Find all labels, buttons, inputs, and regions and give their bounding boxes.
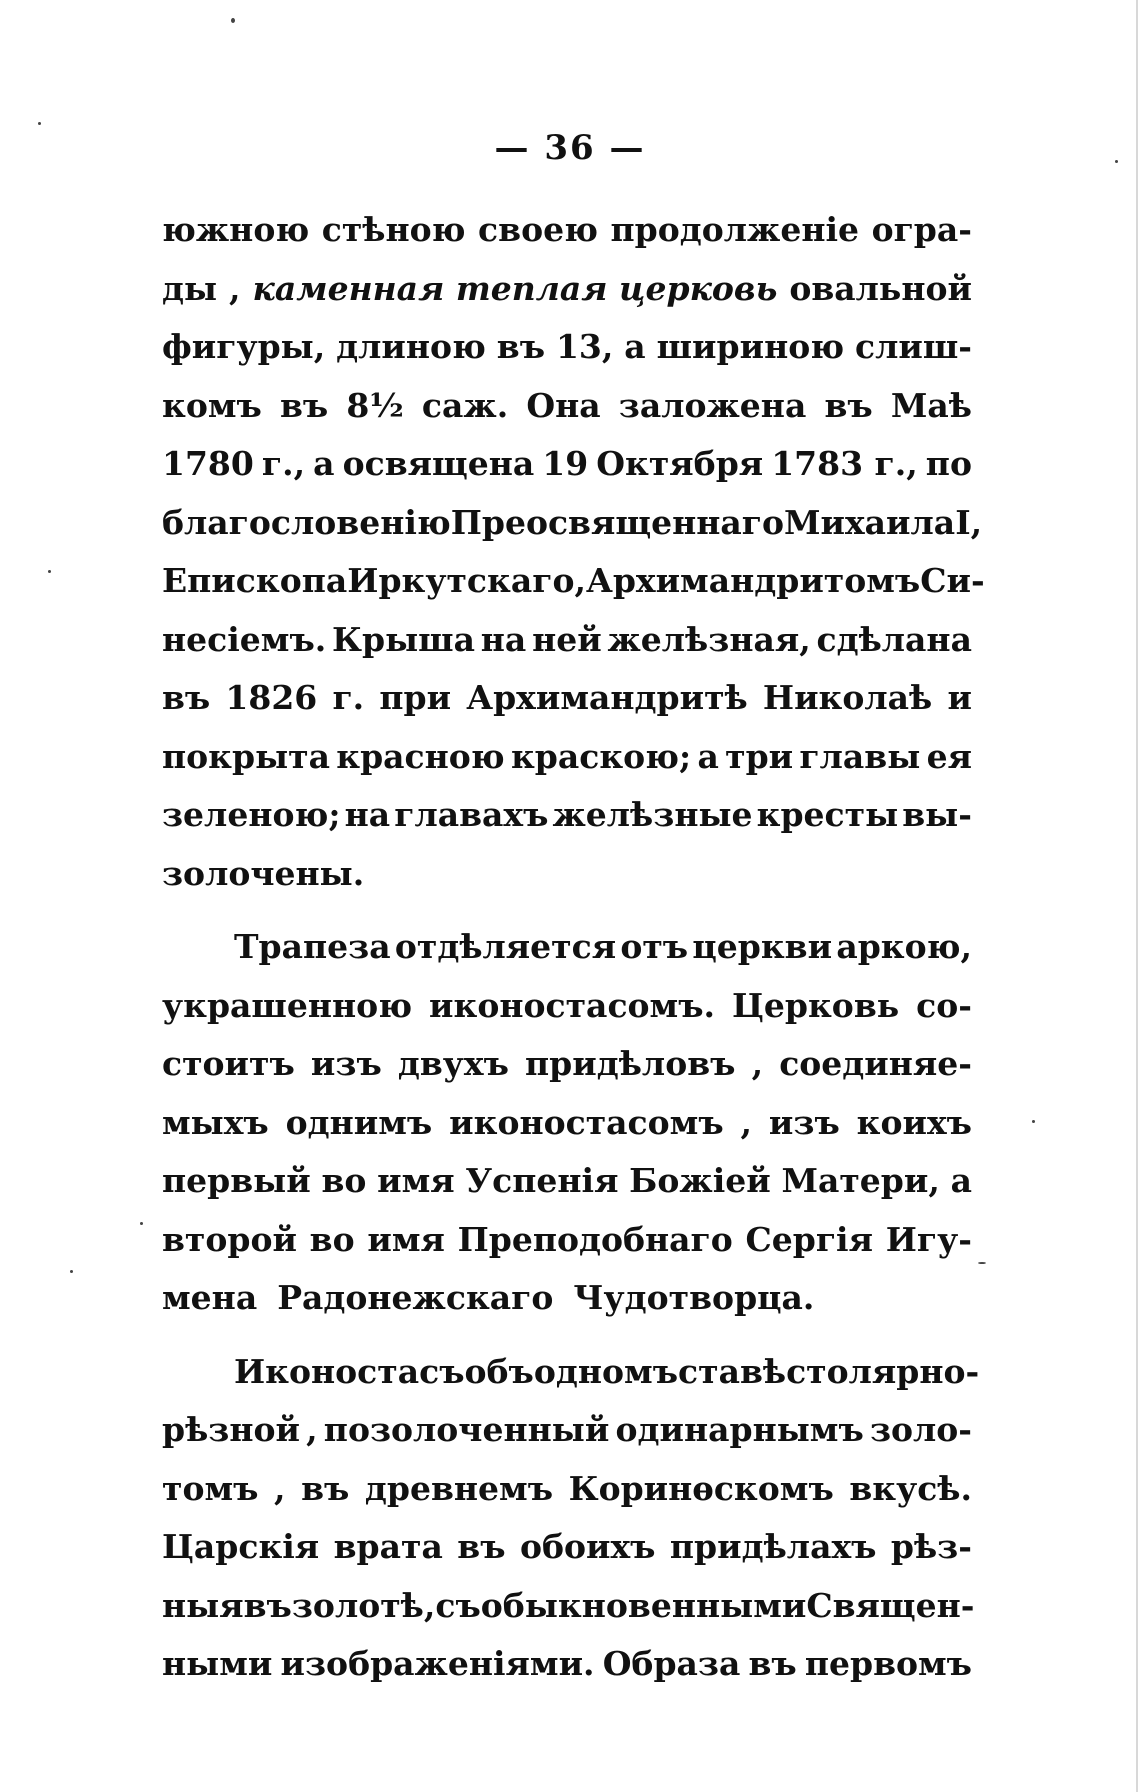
word: придѣлахъ [669,1527,877,1566]
word: Октября [596,444,764,483]
word: томъ [162,1468,259,1508]
word: , [306,1410,318,1449]
word: г. [332,678,365,717]
word: Преосвященнаго [450,502,784,542]
word: вкусѣ. [849,1468,972,1508]
word: 1783 г., [771,444,918,483]
word: слиш- [854,327,972,366]
word: соединяе- [779,1044,972,1083]
word: , [274,1468,286,1508]
word: изъ [310,1044,382,1083]
ink-speck [978,1262,986,1264]
ink-speck [1032,1120,1035,1123]
text-line [162,854,972,913]
word: 19 [542,444,589,483]
word: на [480,619,527,659]
word: благословенію [162,502,451,542]
word: каменная теплая церковь [252,268,778,308]
word: одинарнымъ [615,1410,864,1449]
word: рѣз- [890,1527,972,1566]
text-line [162,210,972,269]
word: золочены. [162,853,365,893]
word: главы [799,736,921,776]
word: и [947,678,972,717]
body-text [162,210,985,1703]
word: въ [162,678,211,717]
word: со- [916,985,972,1025]
text-line [162,795,972,854]
word: коихъ [856,1102,972,1142]
word: , [740,1102,753,1142]
word: стѣною [321,210,466,249]
word: зеленою; [162,795,341,834]
word: первый [162,1161,311,1200]
word: Успенія [465,1161,619,1200]
word: Крыша [332,619,476,659]
word: на [344,795,391,834]
word: золотѣ, [291,1585,436,1625]
word: обыкновенными [480,1585,807,1625]
word: Священ- [806,1585,975,1625]
word: 8½ [346,385,404,425]
word: въ [243,1585,292,1625]
text-line [162,1351,980,1411]
word: заложена [618,385,807,425]
word: церкви [692,927,833,966]
text-line [162,269,972,328]
text-line [162,561,985,620]
word: овальной [789,268,972,308]
word: двухъ [397,1044,509,1083]
word: Царскія [162,1527,320,1566]
word: мена [162,1278,258,1317]
word: а [697,736,719,776]
word: Матери, [781,1161,940,1200]
word: Она [526,385,601,425]
text-line [162,1410,972,1469]
word: I, [955,502,983,542]
word: ды [162,268,218,308]
word: съ [435,1585,481,1625]
text-line [162,444,972,503]
word: Епископа [162,561,348,600]
word: продолженіе [610,210,859,249]
word: Коринѳскомъ [568,1468,834,1508]
word: позолоченный [323,1410,610,1449]
ink-speck [1115,160,1118,163]
word: огра- [871,210,972,249]
word: Архимандритомъ [585,561,921,600]
word: однимъ [285,1102,433,1142]
word: Иконостасъ [234,1351,465,1391]
text-line [162,386,972,445]
text-line [162,927,972,986]
word: , [751,1044,764,1083]
word: первомъ [804,1644,972,1683]
word: 1826 [225,678,318,717]
word: врата [333,1527,443,1566]
word: Радонежскаго [277,1278,554,1317]
word: при [379,678,452,717]
word: въ [301,1468,350,1508]
word: сдѣлана [816,619,972,659]
word: имя [377,1161,455,1200]
word: придѣловъ [525,1044,736,1083]
word: въ [824,385,873,425]
word: ныя [162,1585,244,1625]
word: длиною [336,327,486,366]
word: въ [496,327,546,366]
word: второй [162,1219,297,1259]
word: столярно- [786,1351,980,1391]
word: шириною [656,327,845,366]
word: ея [926,736,972,776]
word: иконостасомъ [449,1102,724,1142]
word: Михаила [784,502,956,542]
word: ней [532,619,602,659]
word: изображеніями. [280,1644,595,1683]
ink-speck [48,570,51,573]
word: фигуры, [162,327,326,366]
word: древнемъ [364,1468,554,1508]
text-line [162,1527,972,1586]
word: во [321,1161,367,1200]
word: въ [457,1527,506,1566]
word: три [725,736,794,776]
word: кресты [756,795,899,834]
word: 13, [555,327,614,366]
word: главахъ [394,795,549,834]
text-line [162,1161,972,1220]
word: Божіей [629,1161,771,1200]
word: ными [162,1644,273,1683]
word: Образа [602,1644,741,1683]
word: въ [279,385,329,425]
text-line [162,327,972,386]
word: освящена [342,444,535,483]
word: Чудотворца. [573,1278,815,1317]
word: красною [336,736,505,776]
text-line [162,1220,972,1279]
word: золо- [869,1410,972,1449]
word: ставѣ [678,1351,787,1391]
word: Иркутскаго, [347,561,586,600]
word: а [313,444,335,483]
word: Трапеза [234,927,391,966]
word: желѣзные [552,795,753,834]
ink-speck [140,1222,143,1225]
text-line [162,1103,972,1162]
page-number: — 36 — [494,128,646,168]
word: украшенною [162,985,413,1025]
word: объ [464,1351,534,1391]
text-line [162,502,983,562]
word: Маѣ [890,385,972,425]
word: , [229,268,241,308]
word: Николаѣ [762,678,933,717]
word: краскою; [510,736,692,776]
word: Архимандритѣ [466,678,748,717]
word: иконостасомъ. [429,985,716,1025]
word: отъ [620,927,689,966]
text-line [162,1644,972,1703]
word: Си- [920,561,985,600]
text-line [162,986,972,1045]
word: Игу- [885,1219,972,1259]
ink-speck [38,122,41,125]
word: во [309,1219,355,1259]
word: своею [478,210,598,249]
word: несіемъ. [162,619,327,659]
text-line [162,620,972,679]
word: по [925,444,972,483]
word: обоихъ [519,1527,656,1566]
word: въ [748,1644,797,1683]
word: покрыта [162,736,330,776]
word: рѣзной [162,1410,300,1449]
word: Преподобнаго [457,1219,733,1259]
text-line [162,1044,972,1103]
word: имя [367,1219,445,1259]
word: изъ [768,1102,840,1142]
ink-speck [70,1270,73,1273]
text-line [162,1278,972,1337]
page-edge-shadow [1136,0,1138,1792]
word: а [950,1161,972,1200]
word: стоитъ [162,1044,295,1083]
word: г., [261,444,306,483]
text-line [162,737,972,796]
word: южною [162,210,310,249]
word: мыхъ [162,1102,269,1142]
text-line [162,1585,975,1645]
word: а [624,327,646,366]
word: вы- [902,795,972,834]
word: комъ [162,385,262,425]
word: одномъ [533,1351,679,1391]
word: желѣзная, [607,619,811,659]
word: 1780 [162,444,254,483]
word: саж. [421,385,509,425]
word: отдѣляется [394,927,617,966]
word: Сергія [745,1219,873,1259]
word: Церковь [732,985,900,1025]
word: аркою, [836,927,972,966]
ink-speck [231,18,235,23]
text-line [162,678,972,737]
text-line [162,1469,972,1528]
